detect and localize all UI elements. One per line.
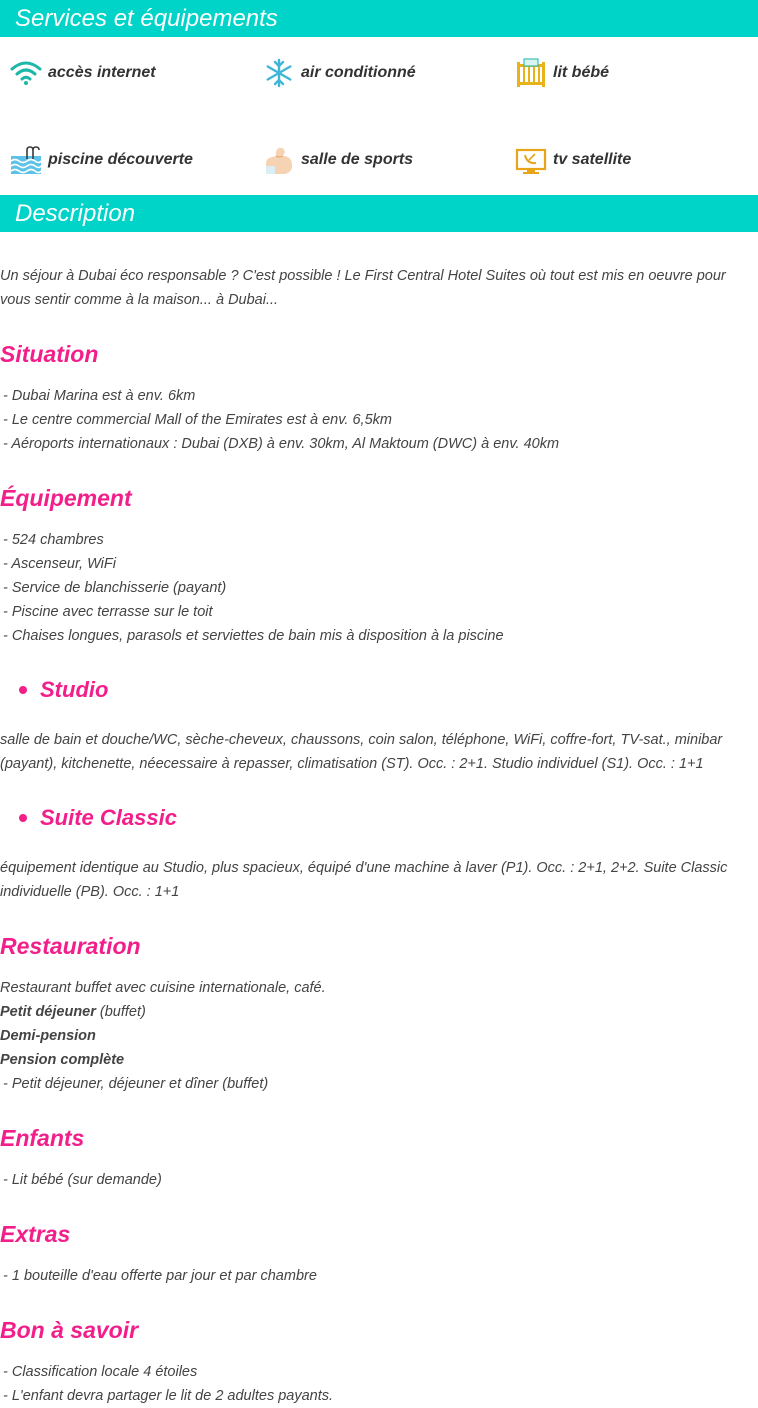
suite-heading [0, 805, 177, 831]
list-item: - 1 bouteille d'eau offerte par jour et par chambre [3, 1268, 317, 1284]
list-item: - Service de blanchisserie (payant) [3, 580, 227, 596]
enfants-list [0, 1168, 162, 1192]
service-baby-bed [515, 58, 609, 88]
studio-text: salle de bain et douche/WC, sèche-cheveux, chaussons, coin salon, téléphone, WiFi, coffre-fort, TV-sat., minibar (payant), kitchenette, néecessaire à repasser, climatisation (ST). Occ. : 2+1. Studio individuel (S1). Occ. : 1+1 [0, 732, 723, 772]
extras-list [0, 1264, 317, 1288]
list-item: - Dubai Marina est à env. 6km [3, 388, 196, 404]
list-item: - Ascenseur, WiFi [3, 556, 116, 572]
list-item: - Aéroports internationaux : Dubai (DXB) à env. 30km, Al Maktoum (DWC) à env. 40km [3, 436, 560, 452]
equipement-heading: Équipement [0, 485, 132, 511]
enfants-heading: Enfants [0, 1125, 85, 1151]
bullet-icon [19, 814, 27, 822]
list-item: - Piscine avec terrasse sur le toit [3, 604, 213, 620]
bon-a-savoir-list [0, 1360, 333, 1408]
list-item: - Le centre commercial Mall of the Emirates est à env. 6,5km [3, 412, 392, 428]
studio-title: Studio [40, 677, 109, 702]
description-intro: Un séjour à Dubai éco responsable ? C'est possible ! Le First Central Hotel Suites où tout est mis en oeuvre pour vous sentir comme à la maison... à Dubai... [0, 268, 726, 308]
petit-dejeuner-line [0, 1000, 758, 1024]
restauration-block [0, 976, 758, 1096]
service-tv [515, 145, 631, 175]
services-title: Services et équipements [0, 0, 758, 37]
situation-heading: Situation [0, 341, 99, 367]
service-label: salle de sports [301, 151, 414, 168]
pension-complete-detail: - Petit déjeuner, déjeuner et dîner (buffet) [3, 1076, 269, 1092]
service-pool [10, 145, 193, 175]
list-item: - 524 chambres [3, 532, 104, 548]
service-label: lit bébé [553, 64, 610, 81]
bullet-icon [19, 686, 27, 694]
equipement-list [0, 528, 504, 648]
service-aircon [263, 58, 416, 88]
pension-complete-label: Pension complète [0, 1052, 125, 1068]
restauration-line: Restaurant buffet avec cuisine internationale, café. [0, 980, 326, 996]
suite-text: équipement identique au Studio, plus spacieux, équipé d'une machine à laver (P1). Occ. : 2+1, 2+2. Suite Classic individuelle (PB). Occ. : 1+1 [0, 860, 728, 900]
services-grid [0, 37, 758, 195]
baby-bed-icon [515, 58, 547, 88]
suite-title: Suite Classic [40, 805, 177, 830]
service-label: air conditionné [301, 64, 416, 81]
list-item: - Classification locale 4 étoiles [3, 1364, 198, 1380]
service-label: piscine découverte [48, 151, 193, 168]
service-internet [10, 58, 156, 88]
petit-dejeuner-detail: (buffet) [95, 1004, 146, 1020]
restauration-heading: Restauration [0, 933, 141, 959]
description-title: Description [0, 195, 758, 232]
extras-heading: Extras [0, 1221, 71, 1247]
service-gym [263, 145, 413, 175]
gym-icon [263, 145, 295, 175]
snowflake-icon [263, 58, 295, 88]
pool-icon [10, 145, 42, 175]
studio-heading [0, 677, 108, 703]
satellite-tv-icon [515, 145, 547, 175]
list-item: - Chaises longues, parasols et serviettes de bain mis à disposition à la piscine [3, 628, 504, 644]
list-item: - Lit bébé (sur demande) [3, 1172, 162, 1188]
situation-list [0, 384, 559, 456]
bon-a-savoir-heading: Bon à savoir [0, 1317, 139, 1343]
list-item: - L'enfant devra partager le lit de 2 adultes payants. [3, 1388, 334, 1404]
petit-dejeuner-label: Petit déjeuner [0, 1004, 96, 1020]
service-label: accès internet [48, 64, 156, 81]
service-label: tv satellite [553, 151, 632, 168]
demi-pension-label: Demi-pension [0, 1028, 96, 1044]
wifi-icon [10, 58, 42, 88]
